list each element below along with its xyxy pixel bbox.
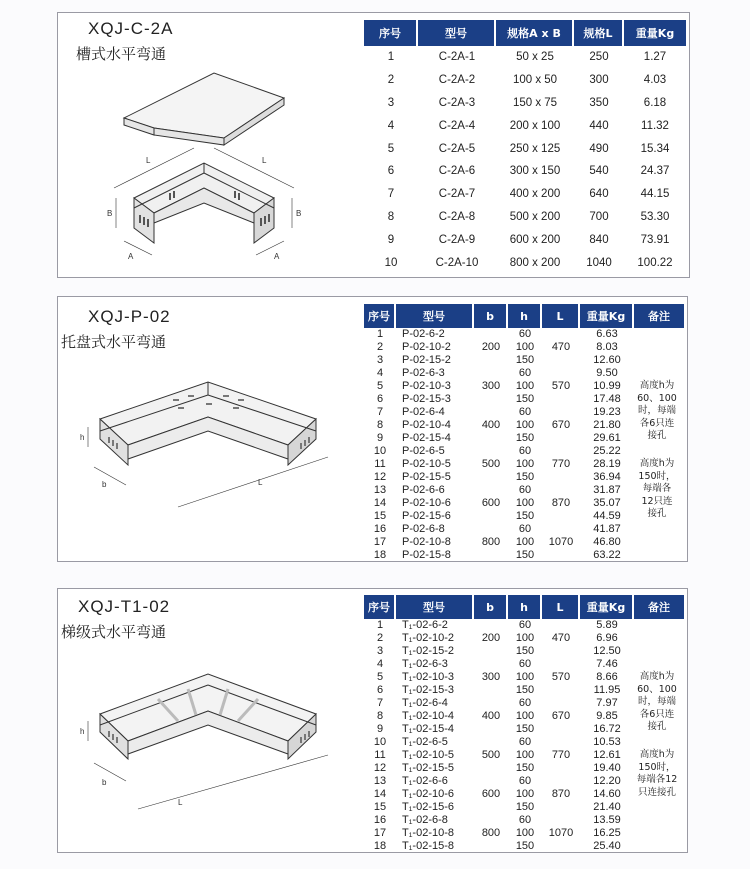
cell-no: 10 xyxy=(384,256,398,269)
cell-no: 15 xyxy=(373,801,387,813)
cell-no: 17 xyxy=(373,536,387,548)
cell-no: 9 xyxy=(376,432,384,444)
note-text: 高度h为 60、100 时，每端 各6只连 接孔 xyxy=(637,671,677,732)
table-row xyxy=(364,69,686,92)
cell-weight: 24.37 xyxy=(640,165,670,178)
table-row xyxy=(364,536,684,549)
cell-weight: 29.61 xyxy=(593,432,621,444)
cell-weight: 46.80 xyxy=(593,536,621,548)
cell-model: T₁-02-6-3 xyxy=(402,658,448,670)
tray-elbow-drawing xyxy=(78,367,368,557)
cell-model: P-02-10-4 xyxy=(402,419,451,431)
cell-size-ab: 400 x 200 xyxy=(509,188,561,201)
table-row xyxy=(364,523,684,536)
col-header-size-l: 规格L xyxy=(574,20,624,46)
cell-no: 7 xyxy=(376,406,384,418)
cell-size-ab: 150 x 75 xyxy=(512,96,558,109)
cell-model: P-02-10-6 xyxy=(402,497,451,509)
cell-b: 800 xyxy=(481,536,501,548)
cell-size-ab: 250 x 125 xyxy=(509,142,561,155)
note-text: 高度h为 60、100 时，每端 各6只连 接孔 xyxy=(637,380,677,441)
cell-no: 6 xyxy=(376,393,384,405)
cell-weight: 6.63 xyxy=(596,328,618,340)
cell-h: 100 xyxy=(515,497,535,509)
cell-h: 150 xyxy=(515,432,535,444)
cell-weight: 1.27 xyxy=(643,51,667,64)
table-row xyxy=(364,92,686,115)
cell-no: 8 xyxy=(376,419,384,431)
cell-l: 870 xyxy=(551,788,571,800)
cell-weight: 11.32 xyxy=(641,119,669,132)
dim-label-h: h xyxy=(80,433,85,442)
cell-model: T₁-02-10-8 xyxy=(402,827,455,839)
cell-weight: 6.18 xyxy=(643,96,667,109)
cell-h: 150 xyxy=(515,723,535,735)
dim-label-b: b xyxy=(102,778,107,787)
cell-h: 150 xyxy=(515,354,535,366)
cell-b: 400 xyxy=(481,419,501,431)
cell-size-l: 250 xyxy=(589,51,609,64)
cell-h: 150 xyxy=(515,645,535,657)
cell-model: T₁-02-10-6 xyxy=(402,788,455,800)
table-row xyxy=(364,840,684,853)
cell-size-l: 440 xyxy=(589,119,609,132)
table-row xyxy=(364,160,686,183)
dim-label-a: A xyxy=(128,252,134,261)
cell-size-l: 350 xyxy=(589,96,609,109)
dim-label-b: B xyxy=(107,209,113,218)
cell-model: P-02-15-3 xyxy=(402,393,451,405)
cell-size-l: 540 xyxy=(589,165,609,178)
product-code: XQJ-P-02 xyxy=(88,307,171,326)
cell-h: 100 xyxy=(515,671,535,683)
cell-weight: 16.25 xyxy=(593,827,621,839)
cell-size-ab: 50 x 25 xyxy=(516,51,554,64)
table-row xyxy=(364,341,684,354)
table-row xyxy=(364,251,686,274)
col-header-model: 型号 xyxy=(396,304,474,328)
col-header-weight: 重量Kg xyxy=(624,20,686,46)
dim-label-a: A xyxy=(274,252,280,261)
cell-model: C-2A-9 xyxy=(438,233,476,246)
cell-model: C-2A-3 xyxy=(438,96,476,109)
cell-size-l: 490 xyxy=(589,142,609,155)
cell-h: 150 xyxy=(515,684,535,696)
cell-h: 100 xyxy=(515,827,535,839)
cell-h: 150 xyxy=(515,471,535,483)
cell-l: 570 xyxy=(551,671,571,683)
cell-h: 100 xyxy=(515,536,535,548)
table-row xyxy=(364,114,686,137)
dim-label-h: h xyxy=(80,727,85,736)
col-header-weight: 重量Kg xyxy=(580,304,634,328)
cell-h: 100 xyxy=(515,419,535,431)
col-header-b: b xyxy=(474,304,508,328)
col-header-size-ab: 规格A x B xyxy=(496,20,574,46)
table-row xyxy=(364,137,686,160)
cell-weight: 73.91 xyxy=(640,233,670,246)
cell-model: T₁-02-15-2 xyxy=(402,645,455,657)
cell-b: 300 xyxy=(481,380,501,392)
cell-model: T₁-02-15-8 xyxy=(402,840,455,852)
cell-no: 9 xyxy=(387,233,395,246)
cell-model: T₁-02-6-2 xyxy=(402,619,448,631)
cell-model: C-2A-6 xyxy=(438,165,476,178)
cell-size-l: 1040 xyxy=(586,256,612,269)
cell-size-ab: 600 x 200 xyxy=(509,233,561,246)
cell-no: 10 xyxy=(373,445,387,457)
cell-no: 8 xyxy=(387,210,395,223)
cell-weight: 13.59 xyxy=(593,814,621,826)
cell-no: 4 xyxy=(376,367,384,379)
table-header xyxy=(364,304,684,328)
cell-weight: 7.97 xyxy=(596,697,618,709)
dim-label-b: B xyxy=(296,209,302,218)
cell-no: 14 xyxy=(373,497,387,509)
cell-no: 3 xyxy=(387,96,395,109)
cell-no: 3 xyxy=(376,354,384,366)
dim-label-b: b xyxy=(102,480,107,489)
cell-no: 6 xyxy=(387,165,395,178)
table-row xyxy=(364,658,684,671)
cell-no: 18 xyxy=(373,549,387,561)
cell-no: 5 xyxy=(376,671,384,683)
cell-model: C-2A-1 xyxy=(438,51,476,64)
trough-elbow-drawing xyxy=(94,63,344,263)
cell-h: 60 xyxy=(518,445,532,457)
cell-no: 11 xyxy=(374,458,386,470)
col-header-h: h xyxy=(508,304,542,328)
cell-weight: 41.87 xyxy=(593,523,621,535)
cell-h: 60 xyxy=(518,406,532,418)
spec-table-xqj-t1-02 xyxy=(364,595,684,853)
cell-weight: 19.40 xyxy=(593,762,621,774)
cell-no: 1 xyxy=(376,328,384,340)
cell-no: 18 xyxy=(373,840,387,852)
cell-weight: 25.40 xyxy=(593,840,621,852)
table-row xyxy=(364,814,684,827)
table-body xyxy=(364,46,686,274)
cell-model: C-2A-5 xyxy=(438,142,476,155)
col-header-l: L xyxy=(542,304,580,328)
cell-h: 60 xyxy=(518,814,532,826)
col-header-no: 序号 xyxy=(364,20,418,46)
product-name: 梯级式水平弯通 xyxy=(61,623,167,641)
cell-weight: 19.23 xyxy=(593,406,621,418)
table-row xyxy=(364,549,684,562)
cell-b: 200 xyxy=(481,632,501,644)
cell-weight: 6.96 xyxy=(596,632,618,644)
cell-weight: 44.15 xyxy=(640,188,670,201)
cell-model: P-02-10-8 xyxy=(402,536,451,548)
cell-h: 60 xyxy=(518,697,532,709)
col-header-model: 型号 xyxy=(418,20,496,46)
cell-model: C-2A-10 xyxy=(435,256,479,269)
cell-l: 670 xyxy=(551,710,571,722)
cell-h: 60 xyxy=(518,484,532,496)
cell-no: 9 xyxy=(376,723,384,735)
cell-model: P-02-6-5 xyxy=(402,445,445,457)
cell-no: 13 xyxy=(373,775,387,787)
cell-weight: 53.30 xyxy=(640,210,670,223)
cell-h: 60 xyxy=(518,523,532,535)
cell-no: 7 xyxy=(376,697,384,709)
product-code: XQJ-T1-02 xyxy=(78,597,171,616)
cell-h: 150 xyxy=(515,510,535,522)
cell-l: 470 xyxy=(551,632,571,644)
cell-model: P-02-10-2 xyxy=(402,341,451,353)
cell-l: 570 xyxy=(551,380,571,392)
cell-weight: 9.85 xyxy=(596,710,618,722)
cell-l: 670 xyxy=(551,419,571,431)
table-row xyxy=(364,228,686,251)
cell-b: 400 xyxy=(481,710,501,722)
cell-model: P-02-6-8 xyxy=(402,523,445,535)
table-row xyxy=(364,445,684,458)
cell-model: T₁-02-10-2 xyxy=(402,632,455,644)
cell-h: 150 xyxy=(515,801,535,813)
cell-no: 1 xyxy=(387,51,395,64)
dim-label-l: L xyxy=(258,478,263,487)
cell-weight: 5.89 xyxy=(596,619,618,631)
table-row xyxy=(364,354,684,367)
cell-model: C-2A-8 xyxy=(438,210,476,223)
cell-h: 100 xyxy=(515,788,535,800)
cell-l: 1070 xyxy=(548,536,574,548)
cell-weight: 63.22 xyxy=(593,549,621,561)
cell-b: 600 xyxy=(481,497,501,509)
cell-no: 4 xyxy=(376,658,384,670)
cell-b: 500 xyxy=(481,458,501,470)
cell-no: 2 xyxy=(387,74,395,87)
cell-model: T₁-02-10-3 xyxy=(402,671,455,683)
cell-model: C-2A-2 xyxy=(438,74,476,87)
product-code: XQJ-C-2A xyxy=(88,19,174,38)
cell-h: 60 xyxy=(518,367,532,379)
cell-h: 150 xyxy=(515,549,535,561)
cell-weight: 16.72 xyxy=(593,723,621,735)
cell-l: 770 xyxy=(551,458,571,470)
cell-no: 17 xyxy=(373,827,387,839)
cell-weight: 10.99 xyxy=(593,380,621,392)
cell-h: 150 xyxy=(515,840,535,852)
cell-weight: 12.50 xyxy=(593,645,621,657)
cell-no: 14 xyxy=(373,788,387,800)
cell-weight: 12.20 xyxy=(593,775,621,787)
dim-label-l: L xyxy=(178,798,183,807)
table-row xyxy=(364,619,684,632)
product-name: 槽式水平弯通 xyxy=(76,45,167,63)
table-row xyxy=(364,183,686,206)
cell-model: P-02-10-3 xyxy=(402,380,451,392)
col-header-b: b xyxy=(474,595,508,619)
cell-size-ab: 100 x 50 xyxy=(512,74,558,87)
cell-no: 8 xyxy=(376,710,384,722)
table-row xyxy=(364,827,684,840)
cell-model: P-02-10-5 xyxy=(402,458,451,470)
cell-no: 15 xyxy=(373,510,387,522)
cell-no: 10 xyxy=(373,736,387,748)
cell-size-l: 840 xyxy=(589,233,609,246)
cell-no: 6 xyxy=(376,684,384,696)
cell-b: 500 xyxy=(481,749,501,761)
table-row xyxy=(364,736,684,749)
cell-model: T₁-02-15-6 xyxy=(402,801,455,813)
cell-size-l: 300 xyxy=(589,74,609,87)
table-body xyxy=(364,328,684,562)
cell-weight: 11.95 xyxy=(593,684,621,696)
spec-table-xqj-c-2a xyxy=(364,20,686,274)
col-header-weight: 重量Kg xyxy=(580,595,634,619)
table-row xyxy=(364,367,684,380)
cell-h: 100 xyxy=(515,380,535,392)
ladder-elbow-drawing xyxy=(78,659,368,849)
table-row xyxy=(364,632,684,645)
cell-h: 100 xyxy=(515,749,535,761)
cell-weight: 9.50 xyxy=(596,367,618,379)
dim-label-l: L xyxy=(146,156,151,165)
cell-weight: 21.80 xyxy=(593,419,621,431)
cell-h: 100 xyxy=(515,632,535,644)
cell-model: T₁-02-6-4 xyxy=(402,697,448,709)
cell-model: P-02-15-5 xyxy=(402,471,451,483)
dim-label-l: L xyxy=(262,156,267,165)
cell-model: T₁-02-6-6 xyxy=(402,775,448,787)
cell-weight: 8.66 xyxy=(596,671,618,683)
cell-no: 13 xyxy=(373,484,387,496)
cell-b: 200 xyxy=(481,341,501,353)
col-header-model: 型号 xyxy=(396,595,474,619)
cell-l: 470 xyxy=(551,341,571,353)
cell-h: 60 xyxy=(518,328,532,340)
cell-size-l: 640 xyxy=(589,188,609,201)
col-header-no: 序号 xyxy=(364,304,396,328)
cell-h: 100 xyxy=(515,341,535,353)
cell-size-ab: 500 x 200 xyxy=(509,210,561,223)
cell-l: 870 xyxy=(551,497,571,509)
cell-weight: 12.61 xyxy=(593,749,621,761)
cell-weight: 15.34 xyxy=(640,142,670,155)
cell-h: 60 xyxy=(518,658,532,670)
table-header xyxy=(364,595,684,619)
cell-h: 100 xyxy=(515,458,535,470)
cell-no: 4 xyxy=(387,119,395,132)
cell-model: P-02-6-3 xyxy=(402,367,445,379)
cell-no: 16 xyxy=(373,523,387,535)
col-header-note: 备注 xyxy=(634,595,684,619)
cell-size-ab: 300 x 150 xyxy=(509,165,561,178)
product-name: 托盘式水平弯通 xyxy=(61,333,167,351)
cell-model: P-02-6-2 xyxy=(402,328,445,340)
cell-weight: 28.19 xyxy=(593,458,621,470)
cell-l: 1070 xyxy=(548,827,574,839)
cell-l: 770 xyxy=(551,749,571,761)
cell-model: P-02-15-6 xyxy=(402,510,451,522)
spec-table-xqj-p-02 xyxy=(364,304,684,562)
cell-weight: 4.03 xyxy=(643,74,667,87)
table-row xyxy=(364,645,684,658)
cell-weight: 31.87 xyxy=(593,484,621,496)
note-text: 高度h为 150时， 每端各12 只连接孔 xyxy=(636,749,678,798)
table-row xyxy=(364,801,684,814)
cell-no: 12 xyxy=(373,762,387,774)
col-header-no: 序号 xyxy=(364,595,396,619)
table-header xyxy=(364,20,686,46)
table-row xyxy=(364,46,686,69)
cell-weight: 36.94 xyxy=(593,471,621,483)
cell-model: P-02-15-2 xyxy=(402,354,451,366)
cell-model: T₁-02-15-5 xyxy=(402,762,455,774)
cell-no: 5 xyxy=(376,380,384,392)
cell-model: P-02-6-4 xyxy=(402,406,445,418)
cell-model: C-2A-7 xyxy=(438,188,476,201)
cell-weight: 8.03 xyxy=(596,341,618,353)
cell-model: T₁-02-10-5 xyxy=(402,749,455,761)
cell-h: 100 xyxy=(515,710,535,722)
cell-no: 16 xyxy=(373,814,387,826)
cell-no: 3 xyxy=(376,645,384,657)
cell-model: P-02-15-8 xyxy=(402,549,451,561)
cell-weight: 21.40 xyxy=(593,801,621,813)
cell-weight: 14.60 xyxy=(593,788,621,800)
cell-model: T₁-02-6-8 xyxy=(402,814,448,826)
cell-h: 60 xyxy=(518,619,532,631)
cell-no: 11 xyxy=(374,749,386,761)
col-header-h: h xyxy=(508,595,542,619)
note-text: 高度h为 150时， 每端各 12只连 接孔 xyxy=(638,458,676,519)
col-header-note: 备注 xyxy=(634,304,684,328)
cell-model: T₁-02-10-4 xyxy=(402,710,455,722)
cell-model: T₁-02-15-4 xyxy=(402,723,455,735)
table-row xyxy=(364,328,684,341)
cell-h: 60 xyxy=(518,775,532,787)
cell-weight: 10.53 xyxy=(593,736,621,748)
cell-h: 60 xyxy=(518,736,532,748)
cell-size-ab: 200 x 100 xyxy=(509,119,561,132)
cell-weight: 17.48 xyxy=(593,393,621,405)
cell-no: 12 xyxy=(373,471,387,483)
cell-weight: 44.59 xyxy=(593,510,621,522)
cell-no: 7 xyxy=(387,188,395,201)
cell-model: P-02-6-6 xyxy=(402,484,445,496)
cell-h: 150 xyxy=(515,762,535,774)
cell-size-l: 700 xyxy=(589,210,609,223)
cell-no: 2 xyxy=(376,341,384,353)
cell-weight: 100.22 xyxy=(637,256,673,269)
cell-weight: 7.46 xyxy=(596,658,618,670)
cell-size-ab: 800 x 200 xyxy=(509,256,561,269)
cell-model: P-02-15-4 xyxy=(402,432,451,444)
cell-model: T₁-02-15-3 xyxy=(402,684,455,696)
cell-b: 300 xyxy=(481,671,501,683)
cell-weight: 25.22 xyxy=(593,445,621,457)
table-row xyxy=(364,206,686,229)
cell-model: C-2A-4 xyxy=(438,119,476,132)
cell-no: 2 xyxy=(376,632,384,644)
cell-no: 5 xyxy=(387,142,395,155)
cell-no: 1 xyxy=(376,619,384,631)
table-body xyxy=(364,619,684,853)
col-header-l: L xyxy=(542,595,580,619)
cell-weight: 12.60 xyxy=(593,354,621,366)
cell-b: 800 xyxy=(481,827,501,839)
cell-model: T₁-02-6-5 xyxy=(402,736,448,748)
cell-h: 150 xyxy=(515,393,535,405)
cell-weight: 35.07 xyxy=(593,497,621,509)
cell-b: 600 xyxy=(481,788,501,800)
